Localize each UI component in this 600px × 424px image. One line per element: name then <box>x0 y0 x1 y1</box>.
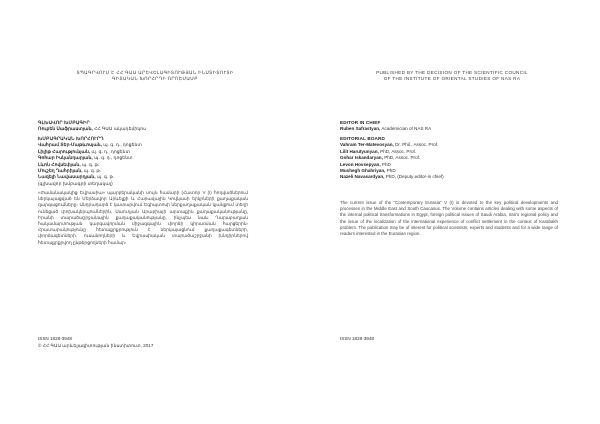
editor-heading: ԳԼԽԱՎՈՐ ԽՄԲԱԳԻՐ <box>38 120 90 125</box>
board-member-name: Levon Hovsepyan, <box>340 161 381 167</box>
publisher-note-english <box>342 70 562 83</box>
board-member-name: Lilit Harutyunyan, <box>340 148 379 154</box>
editorial-board-block <box>38 136 238 187</box>
board-member-role: պ. գ. թ. <box>83 168 102 174</box>
board-member-role: PhD, (Deputy editor-in chief) <box>385 174 444 180</box>
board-heading: EDITORIAL BOARD <box>340 136 385 141</box>
imprint-block <box>340 336 555 343</box>
editor-role: ՀՀ ԳԱԱ ակադեմիկոս <box>94 126 147 132</box>
editor-in-chief-block <box>38 120 238 133</box>
copyright: © ՀՀ ԳԱԱ արևելագիտության ինստիտուտ, 2017 <box>38 342 154 348</box>
editor-row <box>38 126 238 132</box>
editor-name: Ruben Safrastyan, <box>340 126 381 132</box>
issue-description-english: The current issue of the “Contemporary Eurasia” V (I) is devoted to the key political developments and processes in the Middle East and South Caucasus. The Volume contains articles dealing with some aspects of the internal political transformations in Egypt, foreign political issues of Saudi Arabia, Iran’s regional policy and the issue of the localization of the international experience of conflict settlement in the context of Karabakh problem. The publication may be of interest for political scientists, experts and students and for a wide range of readers interested in the Eurasian region. <box>340 200 558 237</box>
imprint-block <box>38 336 238 349</box>
board-member-role: պ. գ. թ. <box>81 161 100 167</box>
board-member-role: պ. գ. դ., դոցենտ <box>103 142 142 148</box>
editor-in-chief-block <box>340 120 555 133</box>
editor-heading: EDITOR IN CHIEF <box>340 120 381 125</box>
board-member-name: Nazeli Navasardyan, <box>340 174 385 180</box>
board-member-role: PhD <box>386 168 396 174</box>
issue-description-armenian: «Ժամանակակից Եվրասիա» պարբերականի սույն համարի (Հատոր V (I) հոդվածներում ներկայացված են Մերձավոր Արևելքի և Հարավային Կովկասի երկրների քաղաքական զարգացումները։ Անդրադարձ է կատարվում Եգիպտոսի ներքաղաքական կյանքում տեղի ունեցած փոխակերպումներին, Սաուդյան Արաբիայի արտաքին քաղաքականությանը, Իրանի տարածաշրջանային քաղաքականությանը, ինչպես նաև Ղարաբաղյան հակամարտության կարգավորման միջազգային փորձի կիրառման հարցերին։ Հրատարակությունը հետաքրքրություն է ներկայացնում քաղաքագետների, փորձագետների, ուսանողների և Եվրասիական տարածաշրջանի խնդիրներով հետաքրքրվող ընթերցողների համար։ <box>38 190 248 245</box>
right-page <box>300 0 600 424</box>
board-member-role: (գլխավոր խմբագրի տեղակալ) <box>38 180 113 186</box>
publisher-note-line: ԳԻՏԱԿԱՆ ԽՈՐՀՐԴԻ ՈՐՈՇՄԱՄԲ <box>111 76 199 82</box>
board-member-name: Լիլիթ Հարությունյան, <box>38 148 91 154</box>
editor-row <box>340 126 555 132</box>
board-member-role: Dr. Phil., Assoc. Prof. <box>395 142 439 148</box>
board-member-role: պ. գ. դ., դոցենտ <box>91 148 131 154</box>
board-heading: ԽՄԲԱԳՐԱԿԱՆ ԽՈՐՀՈՒՐԴ <box>38 136 104 141</box>
board-member-role: PhD, Assoc. Prof. <box>380 148 417 154</box>
board-member-role: PhD <box>381 161 391 167</box>
publisher-note-line: OF THE INSTITUTE OF ORIENTAL STUDIES OF NAS RA <box>383 76 521 82</box>
board-member-role: պ. գ. դ., դոցենտ <box>93 155 133 161</box>
board-member-name: Վահրամ Տեր-Մաթևոսյան, <box>38 142 102 148</box>
board-member-name: Լևոն Հովսեփյան, <box>38 161 81 167</box>
board-member-role: պ. գ. թ. <box>96 174 115 180</box>
issn: ISSN 1828-3948 <box>38 336 72 341</box>
board-member-name: Gohar Iskandaryan, <box>340 155 383 161</box>
publisher-note-line: PUBLISHED BY THE DECISION OF THE SCIENTIFIC COUNCIL <box>376 70 528 75</box>
board-member-name: Գոհար Իսկանդարյան, <box>38 155 93 161</box>
board-member-name: Mushegh Ghahriyan, <box>340 168 386 174</box>
publisher-note-armenian <box>50 70 260 83</box>
board-member <box>340 174 555 180</box>
board-member-role: PhD, Assoc. Prof. <box>384 155 421 161</box>
editor-role: Academician of NAS RA <box>381 126 432 132</box>
board-member-name: Մուշեղ Ղահրիյան, <box>38 168 83 174</box>
board-member-name: Vahram Ter-Matevosyan, <box>340 142 394 148</box>
publisher-note-line: ՏՊԱԳՐՎՈՒՄ Է ՀՀ ԳԱԱ ԱՐԵՎԵԼԱԳԻՏՈՒԹՅԱՆ ԻՆՍՏԻՏՈՒՏԻ <box>76 70 234 75</box>
editor-name: Ռուբեն Սաֆրաստյան, <box>38 126 93 132</box>
issn: ISSN 1828-3948 <box>340 336 374 341</box>
board-member <box>38 181 238 187</box>
board-member-name: Նազելի Նավասարդյան, <box>38 174 96 180</box>
editorial-board-block <box>340 136 555 181</box>
